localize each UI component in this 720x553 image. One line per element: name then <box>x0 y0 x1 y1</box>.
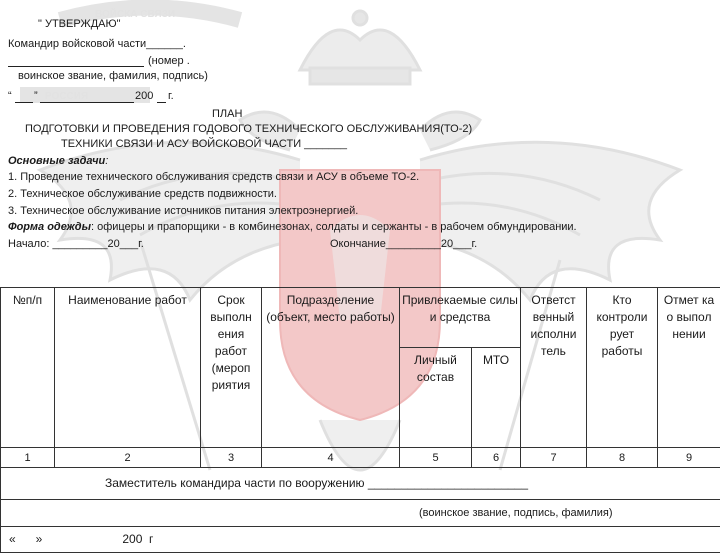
year-underline <box>157 102 166 103</box>
column-number: 8 <box>587 448 658 468</box>
task-item: 3. Техническое обслуживание источников питания электроэнергией. <box>8 205 358 218</box>
col-completion-header: Отмет ка о выпол нении <box>658 288 720 448</box>
date-open-quote: “ <box>8 90 12 103</box>
col-unit-header: Подразделение (объект, место работы) <box>262 288 400 448</box>
uniform-line <box>8 221 577 234</box>
col-forces-header: Привлекаемые силы и средства <box>400 288 521 348</box>
column-number: 5 <box>400 448 472 468</box>
column-number: 7 <box>521 448 587 468</box>
end-date: Окончание_________20___г. <box>330 238 477 251</box>
caption-row <box>1 500 720 527</box>
col-controller-header: Кто контроли рует работы <box>587 288 658 448</box>
col-work-name-header: Наименование работ <box>55 288 201 448</box>
approve-title: " УТВЕРЖДАЮ" <box>38 18 121 31</box>
deputy-line: Заместитель командира части по вооружению ________________________ <box>1 468 720 500</box>
tasks-heading-colon: : <box>105 155 108 167</box>
column-number: 3 <box>201 448 262 468</box>
task-item: 1. Проведение технического обслуживания средств связи и АСУ в объеме ТО-2. <box>8 171 419 184</box>
date-close-quote: ” <box>34 90 38 103</box>
work-plan-table <box>0 287 720 553</box>
tasks-heading: Основные задачи <box>8 155 105 167</box>
plan-title: ПЛАН <box>212 108 242 121</box>
signature-underline <box>8 66 144 67</box>
col-mto-header: МТО <box>472 348 521 448</box>
column-number: 6 <box>472 448 521 468</box>
year-suffix: г. <box>168 90 174 103</box>
column-number: 2 <box>55 448 201 468</box>
plan-subtitle-2: ТЕХНИКИ СВЯЗИ И АСУ ВОЙСКОВОЙ ЧАСТИ _______ <box>61 138 347 151</box>
col-number-header: №п/п <box>1 288 55 448</box>
column-number-row <box>1 448 720 468</box>
plan-subtitle-1: ПОДГОТОВКИ И ПРОВЕДЕНИЯ ГОДОВОГО ТЕХНИЧЕСКОГО ОБСЛУЖИВАНИЯ(ТО-2) <box>25 123 472 136</box>
deputy-row <box>1 468 720 500</box>
banner-left-text: РОССИЯ <box>45 91 88 102</box>
day-underline <box>15 102 33 103</box>
start-date: Начало: _________20___г. <box>8 238 144 251</box>
number-note: (номер . <box>148 55 190 68</box>
col-deadline-header: Срок выполн ения работ (мероп риятия <box>201 288 262 448</box>
column-number: 9 <box>658 448 720 468</box>
commander-line: Командир войсковой части______. <box>8 38 186 51</box>
banner-top-text: ВОЙСКА СВЯЗИ <box>95 7 175 20</box>
rank-sign-caption: воинское звание, фамилия, подпись) <box>18 70 208 83</box>
month-underline <box>40 102 134 103</box>
column-number: 4 <box>262 448 400 468</box>
column-number: 1 <box>1 448 55 468</box>
tasks-heading-line <box>8 155 108 168</box>
header-row <box>1 288 720 348</box>
task-item: 2. Техническое обслуживание средств подвижности. <box>8 188 277 201</box>
col-personnel-header: Личный состав <box>400 348 472 448</box>
date-line: « » 200 г <box>1 527 720 553</box>
col-responsible-header: Ответст венный исполни тель <box>521 288 587 448</box>
year-prefix: 200 <box>135 90 153 103</box>
sign-caption: (воинское звание, подпись, фамилия) <box>1 500 720 527</box>
uniform-label: Форма одежды <box>8 221 91 233</box>
uniform-text: : офицеры и прапорщики - в комбинезонах, солдаты и сержанты - в рабочем обмундировании. <box>91 221 577 233</box>
